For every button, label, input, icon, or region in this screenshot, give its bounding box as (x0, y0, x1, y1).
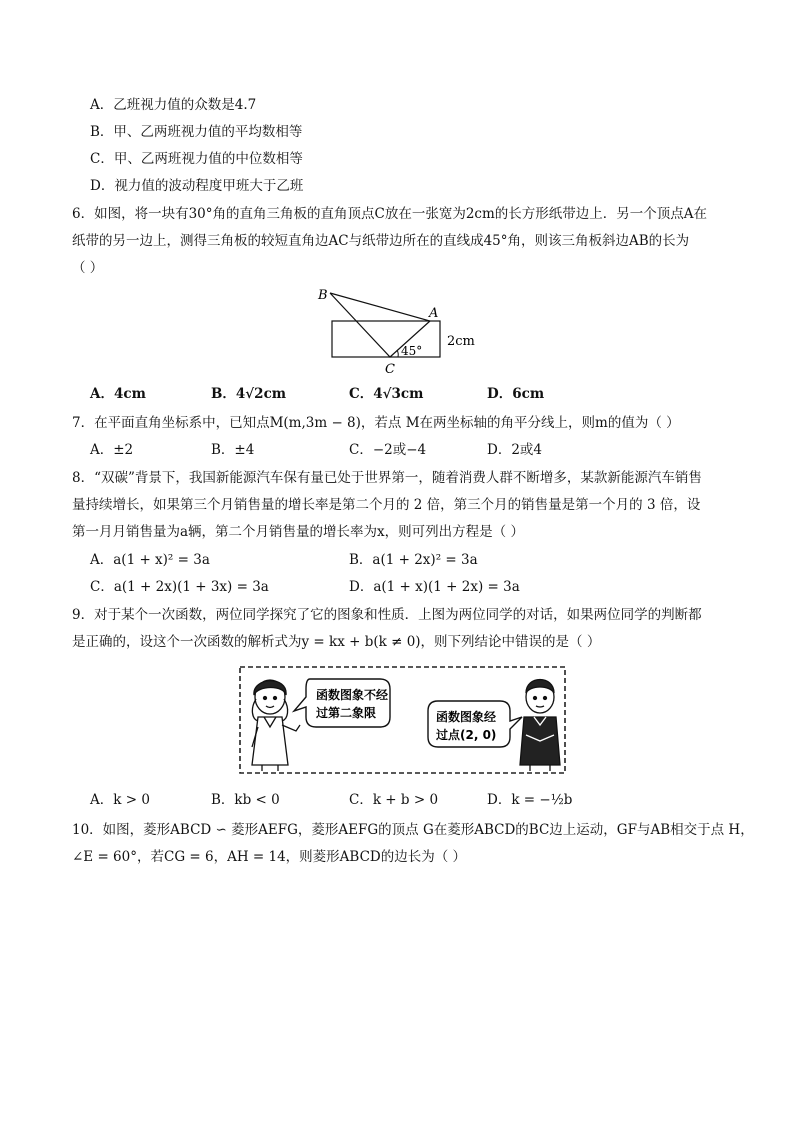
q7-option-a: A．±2 (90, 442, 134, 458)
girl-illustration (252, 680, 300, 771)
q7-option-c: C．−2或−4 (349, 442, 427, 458)
left-bubble-line1: 函数图象不经 (316, 688, 389, 702)
q10-stem-line1: 10．如图，菱形ABCD ∽ 菱形AEFG，菱形AEFG的顶点 G在菱形ABCD的BC边上运动，GF与AB相交于点 H， (72, 822, 754, 838)
label-angle: 45° (401, 344, 423, 358)
q6-option-b: B．4√2cm (211, 386, 287, 402)
q6-figure (310, 283, 510, 379)
label-a: A (429, 306, 439, 321)
q8-stem-line1: 8．“双碳”背景下，我国新能源汽车保有量已处于世界第一，随着消费人群不断增多，某款新能源汽车销售 (72, 470, 702, 486)
boy-illustration (520, 680, 560, 772)
q8-option-c: C．a(1 + 2x)(1 + 3x) = 3a (90, 579, 269, 595)
q6-option-a: A．4cm (90, 386, 146, 402)
q8-option-a: A．a(1 + x)² = 3a (90, 552, 210, 568)
q9-option-d: D．k = −½b (487, 792, 573, 808)
label-width: 2cm (447, 334, 475, 349)
q9-option-a: A．k > 0 (90, 792, 150, 808)
q9-stem-line2: 是正确的，设这个一次函数的解析式为y = kx + b(k ≠ 0)，则下列结论中错误的是（ ） (72, 634, 601, 650)
q8-stem-line2: 量持续增长，如果第三个月销售量的增长率是第二个月的 2 倍，第三个月的销售量是第一个月的 3 倍，设 (72, 497, 701, 513)
q6-option-c: C．4√3cm (349, 386, 424, 402)
q7-stem: 7．在平面直角坐标系中，已知点M(m,3m − 8)，若点 M在两坐标轴的角平分线上，则m的值为（ ） (72, 415, 680, 431)
right-bubble-line1: 函数图象经 (436, 710, 497, 724)
label-b: B (318, 288, 328, 303)
q6-stem-line1: 6．如图，将一块有30°角的直角三角板的直角顶点C放在一张宽为2cm的长方形纸带边上．另一个顶点A在 (72, 206, 708, 222)
q5-option-b: B．甲、乙两班视力值的平均数相等 (90, 124, 303, 140)
right-bubble-line2: 过点(2, 0) (436, 728, 497, 742)
q9-option-b: B．kb < 0 (211, 792, 280, 808)
q9-option-c: C．k + b > 0 (349, 792, 439, 808)
q5-option-a: A．乙班视力值的众数是4.7 (90, 97, 257, 113)
q7-option-b: B．±4 (211, 442, 255, 458)
label-c: C (385, 362, 395, 377)
q9-dialogue-figure (238, 665, 568, 777)
q9-stem-line1: 9．对于某个一次函数，两位同学探究了它的图象和性质．上图为两位同学的对话，如果两位同学的判断都 (72, 607, 702, 623)
q5-option-d: D．视力值的波动程度甲班大于乙班 (90, 178, 304, 194)
q7-option-d: D．2或4 (487, 442, 543, 458)
q8-option-b: B．a(1 + 2x)² = 3a (349, 552, 478, 568)
q8-option-d: D．a(1 + x)(1 + 2x) = 3a (349, 579, 520, 595)
q6-option-d: D．6cm (487, 386, 545, 402)
q8-stem-line3: 第一月月销售量为a辆，第二个月销售量的增长率为x，则可列出方程是（ ） (72, 524, 524, 540)
q6-stem-line3: （ ） (72, 260, 104, 276)
q6-stem-line2: 纸带的另一边上，测得三角板的较短直角边AC与纸带边所在的直线成45°角，则该三角板斜边AB的长为 (72, 233, 690, 249)
q5-option-c: C．甲、乙两班视力值的中位数相等 (90, 151, 303, 167)
q10-stem-line2: ∠E = 60°，若CG = 6，AH = 14，则菱形ABCD的边长为（ ） (72, 849, 467, 865)
angle-arc (397, 350, 398, 357)
left-bubble-line2: 过第二象限 (316, 706, 377, 720)
